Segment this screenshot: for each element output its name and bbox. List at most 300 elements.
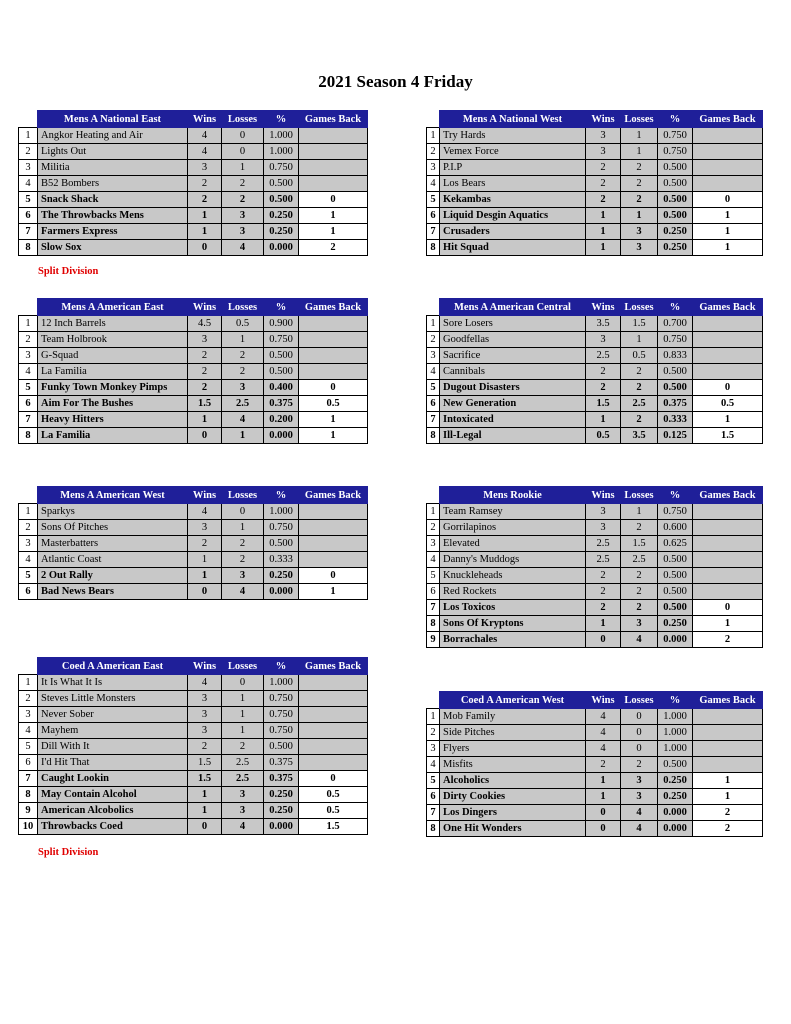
team-name-cell: Dugout Disasters	[440, 380, 586, 396]
losses-cell: 0.5	[222, 316, 264, 332]
losses-cell: 2	[621, 568, 658, 584]
team-name-cell: Bad News Bears	[38, 584, 188, 600]
team-name-cell: Knuckleheads	[440, 568, 586, 584]
losses-cell: 3	[621, 240, 658, 256]
rank-cell: 6	[427, 789, 440, 805]
team-name-cell: Sparkys	[38, 504, 188, 520]
wins-cell: 1.5	[188, 396, 222, 412]
pct-cell: 1.000	[264, 128, 299, 144]
games-back-cell: 1	[693, 789, 763, 805]
games-back-cell	[299, 739, 368, 755]
pct-cell: 0.500	[658, 208, 693, 224]
rank-cell: 7	[19, 771, 38, 787]
games-back-cell: 2	[693, 805, 763, 821]
pct-cell: 0.000	[658, 821, 693, 837]
wins-cell: 2	[586, 364, 621, 380]
pct-cell: 0.400	[264, 380, 299, 396]
games-back-header: Games Back	[693, 111, 763, 128]
wins-cell: 1	[586, 240, 621, 256]
team-name-cell: Mob Family	[440, 709, 586, 725]
pct-cell: 0.250	[658, 616, 693, 632]
table-row	[19, 803, 368, 819]
games-back-cell	[693, 348, 763, 364]
rank-cell: 2	[19, 691, 38, 707]
pct-cell: 0.500	[658, 584, 693, 600]
team-name-cell: Dill With It	[38, 739, 188, 755]
wins-cell: 0	[188, 428, 222, 444]
losses-header: Losses	[222, 658, 264, 675]
games-back-cell: 1	[693, 208, 763, 224]
split-division-note: Split Division	[38, 847, 99, 858]
pct-cell: 0.250	[658, 789, 693, 805]
team-name-cell: Masterbatters	[38, 536, 188, 552]
table-header-row	[427, 111, 763, 128]
losses-cell: 2	[621, 520, 658, 536]
pct-cell: 0.375	[658, 396, 693, 412]
table-row	[427, 128, 763, 144]
standings-table-mens-rookie	[426, 486, 763, 648]
wins-cell: 1	[188, 803, 222, 819]
wins-cell: 0	[586, 821, 621, 837]
table-row	[427, 741, 763, 757]
games-back-cell	[299, 364, 368, 380]
wins-cell: 2	[586, 600, 621, 616]
pct-cell: 0.750	[658, 144, 693, 160]
games-back-cell: 0	[299, 192, 368, 208]
pct-header: %	[264, 487, 299, 504]
rank-cell: 1	[427, 504, 440, 520]
losses-cell: 1	[222, 520, 264, 536]
wins-cell: 2	[188, 536, 222, 552]
wins-cell: 2.5	[586, 552, 621, 568]
wins-cell: 1	[586, 616, 621, 632]
wins-cell: 4	[188, 504, 222, 520]
losses-cell: 0	[222, 128, 264, 144]
games-back-cell	[299, 504, 368, 520]
table-row	[427, 380, 763, 396]
losses-cell: 2	[222, 536, 264, 552]
pct-cell: 0.250	[658, 224, 693, 240]
table-row	[19, 144, 368, 160]
wins-cell: 2	[188, 364, 222, 380]
games-back-header: Games Back	[299, 658, 368, 675]
division-name: Mens A American West	[38, 487, 188, 504]
pct-cell: 0.500	[658, 176, 693, 192]
rank-cell: 5	[19, 739, 38, 755]
table-row	[427, 725, 763, 741]
games-back-cell: 1	[693, 224, 763, 240]
division-name: Coed A American West	[440, 692, 586, 709]
table-row	[427, 176, 763, 192]
pct-cell: 0.375	[264, 396, 299, 412]
games-back-cell	[693, 584, 763, 600]
pct-cell: 0.750	[658, 128, 693, 144]
pct-cell: 0.200	[264, 412, 299, 428]
games-back-cell	[299, 707, 368, 723]
pct-cell: 0.000	[264, 584, 299, 600]
rank-cell: 3	[427, 348, 440, 364]
rank-cell: 3	[427, 741, 440, 757]
losses-header: Losses	[621, 299, 658, 316]
games-back-cell: 0	[693, 380, 763, 396]
wins-cell: 0	[188, 819, 222, 835]
wins-cell: 1.5	[188, 771, 222, 787]
standings-table-mens-a-national-west	[426, 110, 763, 256]
pct-cell: 0.500	[264, 364, 299, 380]
losses-cell: 1	[621, 144, 658, 160]
table-row	[427, 552, 763, 568]
table-row	[427, 805, 763, 821]
games-back-cell: 0	[299, 380, 368, 396]
pct-cell: 0.900	[264, 316, 299, 332]
team-name-cell: Elevated	[440, 536, 586, 552]
table-header-row	[19, 487, 368, 504]
losses-cell: 1	[621, 128, 658, 144]
wins-cell: 3	[188, 160, 222, 176]
pct-cell: 0.750	[658, 504, 693, 520]
wins-header: Wins	[188, 299, 222, 316]
division-name: Coed A American East	[38, 658, 188, 675]
wins-cell: 1	[586, 773, 621, 789]
wins-cell: 1	[188, 787, 222, 803]
header-blank	[19, 299, 38, 316]
table-row	[19, 552, 368, 568]
games-back-cell	[299, 332, 368, 348]
team-name-cell: Kekambas	[440, 192, 586, 208]
rank-cell: 8	[19, 787, 38, 803]
pct-cell: 0.000	[264, 428, 299, 444]
losses-cell: 1	[621, 208, 658, 224]
games-back-cell: 1.5	[693, 428, 763, 444]
table-row	[19, 536, 368, 552]
table-row	[427, 412, 763, 428]
rank-cell: 1	[19, 128, 38, 144]
table-row	[427, 144, 763, 160]
wins-cell: 1	[188, 552, 222, 568]
games-back-cell	[299, 691, 368, 707]
pct-cell: 0.250	[264, 803, 299, 819]
games-back-cell	[299, 348, 368, 364]
wins-cell: 2	[188, 176, 222, 192]
games-back-cell: 0.5	[299, 396, 368, 412]
rank-cell: 3	[19, 160, 38, 176]
table-row	[427, 520, 763, 536]
rank-cell: 3	[19, 348, 38, 364]
pct-cell: 0.250	[658, 240, 693, 256]
team-name-cell: Aim For The Bushes	[38, 396, 188, 412]
wins-cell: 0	[586, 805, 621, 821]
rank-cell: 4	[427, 757, 440, 773]
losses-cell: 4	[621, 805, 658, 821]
team-name-cell: Snack Shack	[38, 192, 188, 208]
header-blank	[19, 111, 38, 128]
games-back-cell: 1	[299, 428, 368, 444]
rank-cell: 8	[427, 240, 440, 256]
header-blank	[19, 487, 38, 504]
team-name-cell: Steves Little Monsters	[38, 691, 188, 707]
rank-cell: 7	[19, 412, 38, 428]
team-name-cell: Heavy Hitters	[38, 412, 188, 428]
losses-cell: 2	[222, 739, 264, 755]
pct-cell: 0.500	[658, 552, 693, 568]
losses-cell: 1	[222, 428, 264, 444]
losses-header: Losses	[222, 299, 264, 316]
table-row	[427, 584, 763, 600]
wins-header: Wins	[188, 111, 222, 128]
pct-cell: 0.375	[264, 771, 299, 787]
wins-cell: 3	[188, 723, 222, 739]
wins-header: Wins	[586, 299, 621, 316]
table-row	[427, 192, 763, 208]
losses-cell: 2	[621, 160, 658, 176]
losses-cell: 2	[222, 348, 264, 364]
pct-cell: 0.250	[658, 773, 693, 789]
games-back-cell: 0	[299, 771, 368, 787]
team-name-cell: Team Holbrook	[38, 332, 188, 348]
table-row	[19, 691, 368, 707]
losses-header: Losses	[621, 487, 658, 504]
rank-cell: 6	[19, 208, 38, 224]
wins-cell: 4	[188, 144, 222, 160]
team-name-cell: Sore Losers	[440, 316, 586, 332]
games-back-cell	[693, 364, 763, 380]
wins-cell: 3	[188, 332, 222, 348]
games-back-header: Games Back	[693, 487, 763, 504]
rank-cell: 5	[427, 568, 440, 584]
team-name-cell: New Generation	[440, 396, 586, 412]
team-name-cell: Intoxicated	[440, 412, 586, 428]
pct-cell: 0.500	[264, 348, 299, 364]
team-name-cell: Cannibals	[440, 364, 586, 380]
pct-cell: 0.500	[264, 536, 299, 552]
wins-cell: 1	[586, 412, 621, 428]
wins-cell: 0.5	[586, 428, 621, 444]
table-row	[19, 176, 368, 192]
pct-cell: 0.750	[264, 707, 299, 723]
rank-cell: 7	[19, 224, 38, 240]
table-row	[19, 771, 368, 787]
team-name-cell: Red Rockets	[440, 584, 586, 600]
pct-cell: 0.700	[658, 316, 693, 332]
rank-cell: 2	[427, 725, 440, 741]
games-back-cell	[299, 520, 368, 536]
wins-cell: 1.5	[188, 755, 222, 771]
team-name-cell: Ill-Legal	[440, 428, 586, 444]
table-row	[19, 739, 368, 755]
wins-header: Wins	[586, 487, 621, 504]
losses-cell: 2	[621, 757, 658, 773]
games-back-cell	[299, 755, 368, 771]
rank-cell: 3	[19, 536, 38, 552]
table-row	[19, 348, 368, 364]
table-header-row	[427, 487, 763, 504]
games-back-cell	[693, 160, 763, 176]
table-row	[19, 428, 368, 444]
team-name-cell: Sons Of Kryptons	[440, 616, 586, 632]
wins-cell: 2	[586, 568, 621, 584]
standings-table-mens-a-american-west	[18, 486, 368, 600]
pct-header: %	[658, 299, 693, 316]
table-row	[19, 819, 368, 835]
pct-cell: 0.250	[264, 568, 299, 584]
pct-cell: 0.000	[264, 819, 299, 835]
rank-cell: 2	[19, 520, 38, 536]
losses-cell: 2.5	[222, 396, 264, 412]
wins-cell: 0	[188, 240, 222, 256]
wins-header: Wins	[188, 487, 222, 504]
rank-cell: 1	[19, 675, 38, 691]
table-header-row	[19, 658, 368, 675]
rank-cell: 10	[19, 819, 38, 835]
games-back-cell: 1	[299, 224, 368, 240]
wins-cell: 4	[188, 128, 222, 144]
rank-cell: 5	[427, 192, 440, 208]
header-blank	[19, 658, 38, 675]
games-back-header: Games Back	[299, 299, 368, 316]
games-back-cell: 2	[693, 632, 763, 648]
team-name-cell: La Familia	[38, 364, 188, 380]
games-back-cell: 0.5	[299, 787, 368, 803]
wins-cell: 2	[586, 176, 621, 192]
games-back-cell	[693, 520, 763, 536]
table-row	[427, 821, 763, 837]
wins-cell: 4	[586, 725, 621, 741]
team-name-cell: Los Toxicos	[440, 600, 586, 616]
table-row	[19, 224, 368, 240]
table-row	[427, 757, 763, 773]
pct-header: %	[658, 487, 693, 504]
table-row	[427, 504, 763, 520]
games-back-cell	[693, 757, 763, 773]
games-back-cell: 0.5	[299, 803, 368, 819]
wins-cell: 2	[586, 584, 621, 600]
pct-header: %	[264, 299, 299, 316]
rank-cell: 8	[427, 821, 440, 837]
wins-cell: 1.5	[586, 396, 621, 412]
table-row	[427, 208, 763, 224]
team-name-cell: Flyers	[440, 741, 586, 757]
pct-cell: 1.000	[658, 709, 693, 725]
page-title: 2021 Season 4 Friday	[318, 72, 473, 91]
pct-cell: 0.375	[264, 755, 299, 771]
rank-cell: 4	[19, 552, 38, 568]
table-row	[427, 536, 763, 552]
games-back-cell	[299, 144, 368, 160]
team-name-cell: Sons Of Pitches	[38, 520, 188, 536]
team-name-cell: Los Bears	[440, 176, 586, 192]
games-back-cell	[693, 144, 763, 160]
wins-cell: 2	[188, 380, 222, 396]
wins-cell: 3	[188, 691, 222, 707]
losses-cell: 1	[222, 707, 264, 723]
losses-cell: 3	[222, 380, 264, 396]
wins-cell: 1	[188, 224, 222, 240]
games-back-cell: 1	[299, 584, 368, 600]
rank-cell: 6	[427, 584, 440, 600]
header-blank	[427, 111, 440, 128]
losses-cell: 4	[222, 819, 264, 835]
losses-cell: 1	[222, 332, 264, 348]
table-row	[427, 396, 763, 412]
pct-cell: 0.500	[658, 757, 693, 773]
losses-cell: 2	[621, 380, 658, 396]
losses-cell: 2	[621, 364, 658, 380]
table-row	[19, 675, 368, 691]
rank-cell: 5	[19, 192, 38, 208]
pct-cell: 0.500	[658, 364, 693, 380]
table-row	[19, 380, 368, 396]
table-row	[427, 348, 763, 364]
pct-cell: 0.333	[264, 552, 299, 568]
team-name-cell: Liquid Desgin Aquatics	[440, 208, 586, 224]
rank-cell: 7	[427, 412, 440, 428]
losses-cell: 2	[222, 552, 264, 568]
table-row	[427, 224, 763, 240]
pct-cell: 0.125	[658, 428, 693, 444]
rank-cell: 6	[427, 396, 440, 412]
table-row	[19, 520, 368, 536]
team-name-cell: Atlantic Coast	[38, 552, 188, 568]
losses-cell: 2.5	[621, 552, 658, 568]
games-back-cell	[693, 176, 763, 192]
team-name-cell: I'd Hit That	[38, 755, 188, 771]
team-name-cell: Vemex Force	[440, 144, 586, 160]
losses-cell: 0	[621, 741, 658, 757]
rank-cell: 3	[427, 536, 440, 552]
losses-cell: 1	[222, 691, 264, 707]
games-back-cell	[693, 332, 763, 348]
pct-cell: 0.250	[264, 208, 299, 224]
table-row	[427, 789, 763, 805]
rank-cell: 3	[19, 707, 38, 723]
rank-cell: 4	[19, 364, 38, 380]
wins-cell: 2.5	[586, 536, 621, 552]
team-name-cell: It Is What It Is	[38, 675, 188, 691]
games-back-cell	[693, 552, 763, 568]
games-back-cell: 0	[693, 600, 763, 616]
losses-cell: 3	[222, 224, 264, 240]
pct-cell: 0.000	[658, 805, 693, 821]
wins-cell: 1	[188, 412, 222, 428]
wins-cell: 2	[586, 160, 621, 176]
wins-cell: 2.5	[586, 348, 621, 364]
table-row	[19, 192, 368, 208]
wins-cell: 3	[586, 504, 621, 520]
rank-cell: 8	[19, 428, 38, 444]
table-row	[19, 568, 368, 584]
wins-cell: 1	[586, 789, 621, 805]
games-back-cell: 2	[299, 240, 368, 256]
wins-cell: 2	[188, 192, 222, 208]
pct-cell: 0.500	[264, 192, 299, 208]
games-back-cell: 1.5	[299, 819, 368, 835]
team-name-cell: La Familia	[38, 428, 188, 444]
pct-cell: 0.500	[658, 568, 693, 584]
losses-cell: 4	[621, 632, 658, 648]
losses-cell: 3	[621, 224, 658, 240]
pct-header: %	[658, 111, 693, 128]
losses-cell: 0	[222, 504, 264, 520]
games-back-cell	[693, 741, 763, 757]
split-division-note: Split Division	[38, 266, 99, 277]
team-name-cell: Goodfellas	[440, 332, 586, 348]
rank-cell: 8	[427, 616, 440, 632]
team-name-cell: 12 Inch Barrels	[38, 316, 188, 332]
rank-cell: 9	[427, 632, 440, 648]
table-header-row	[19, 299, 368, 316]
losses-cell: 3	[222, 568, 264, 584]
rank-cell: 1	[427, 128, 440, 144]
